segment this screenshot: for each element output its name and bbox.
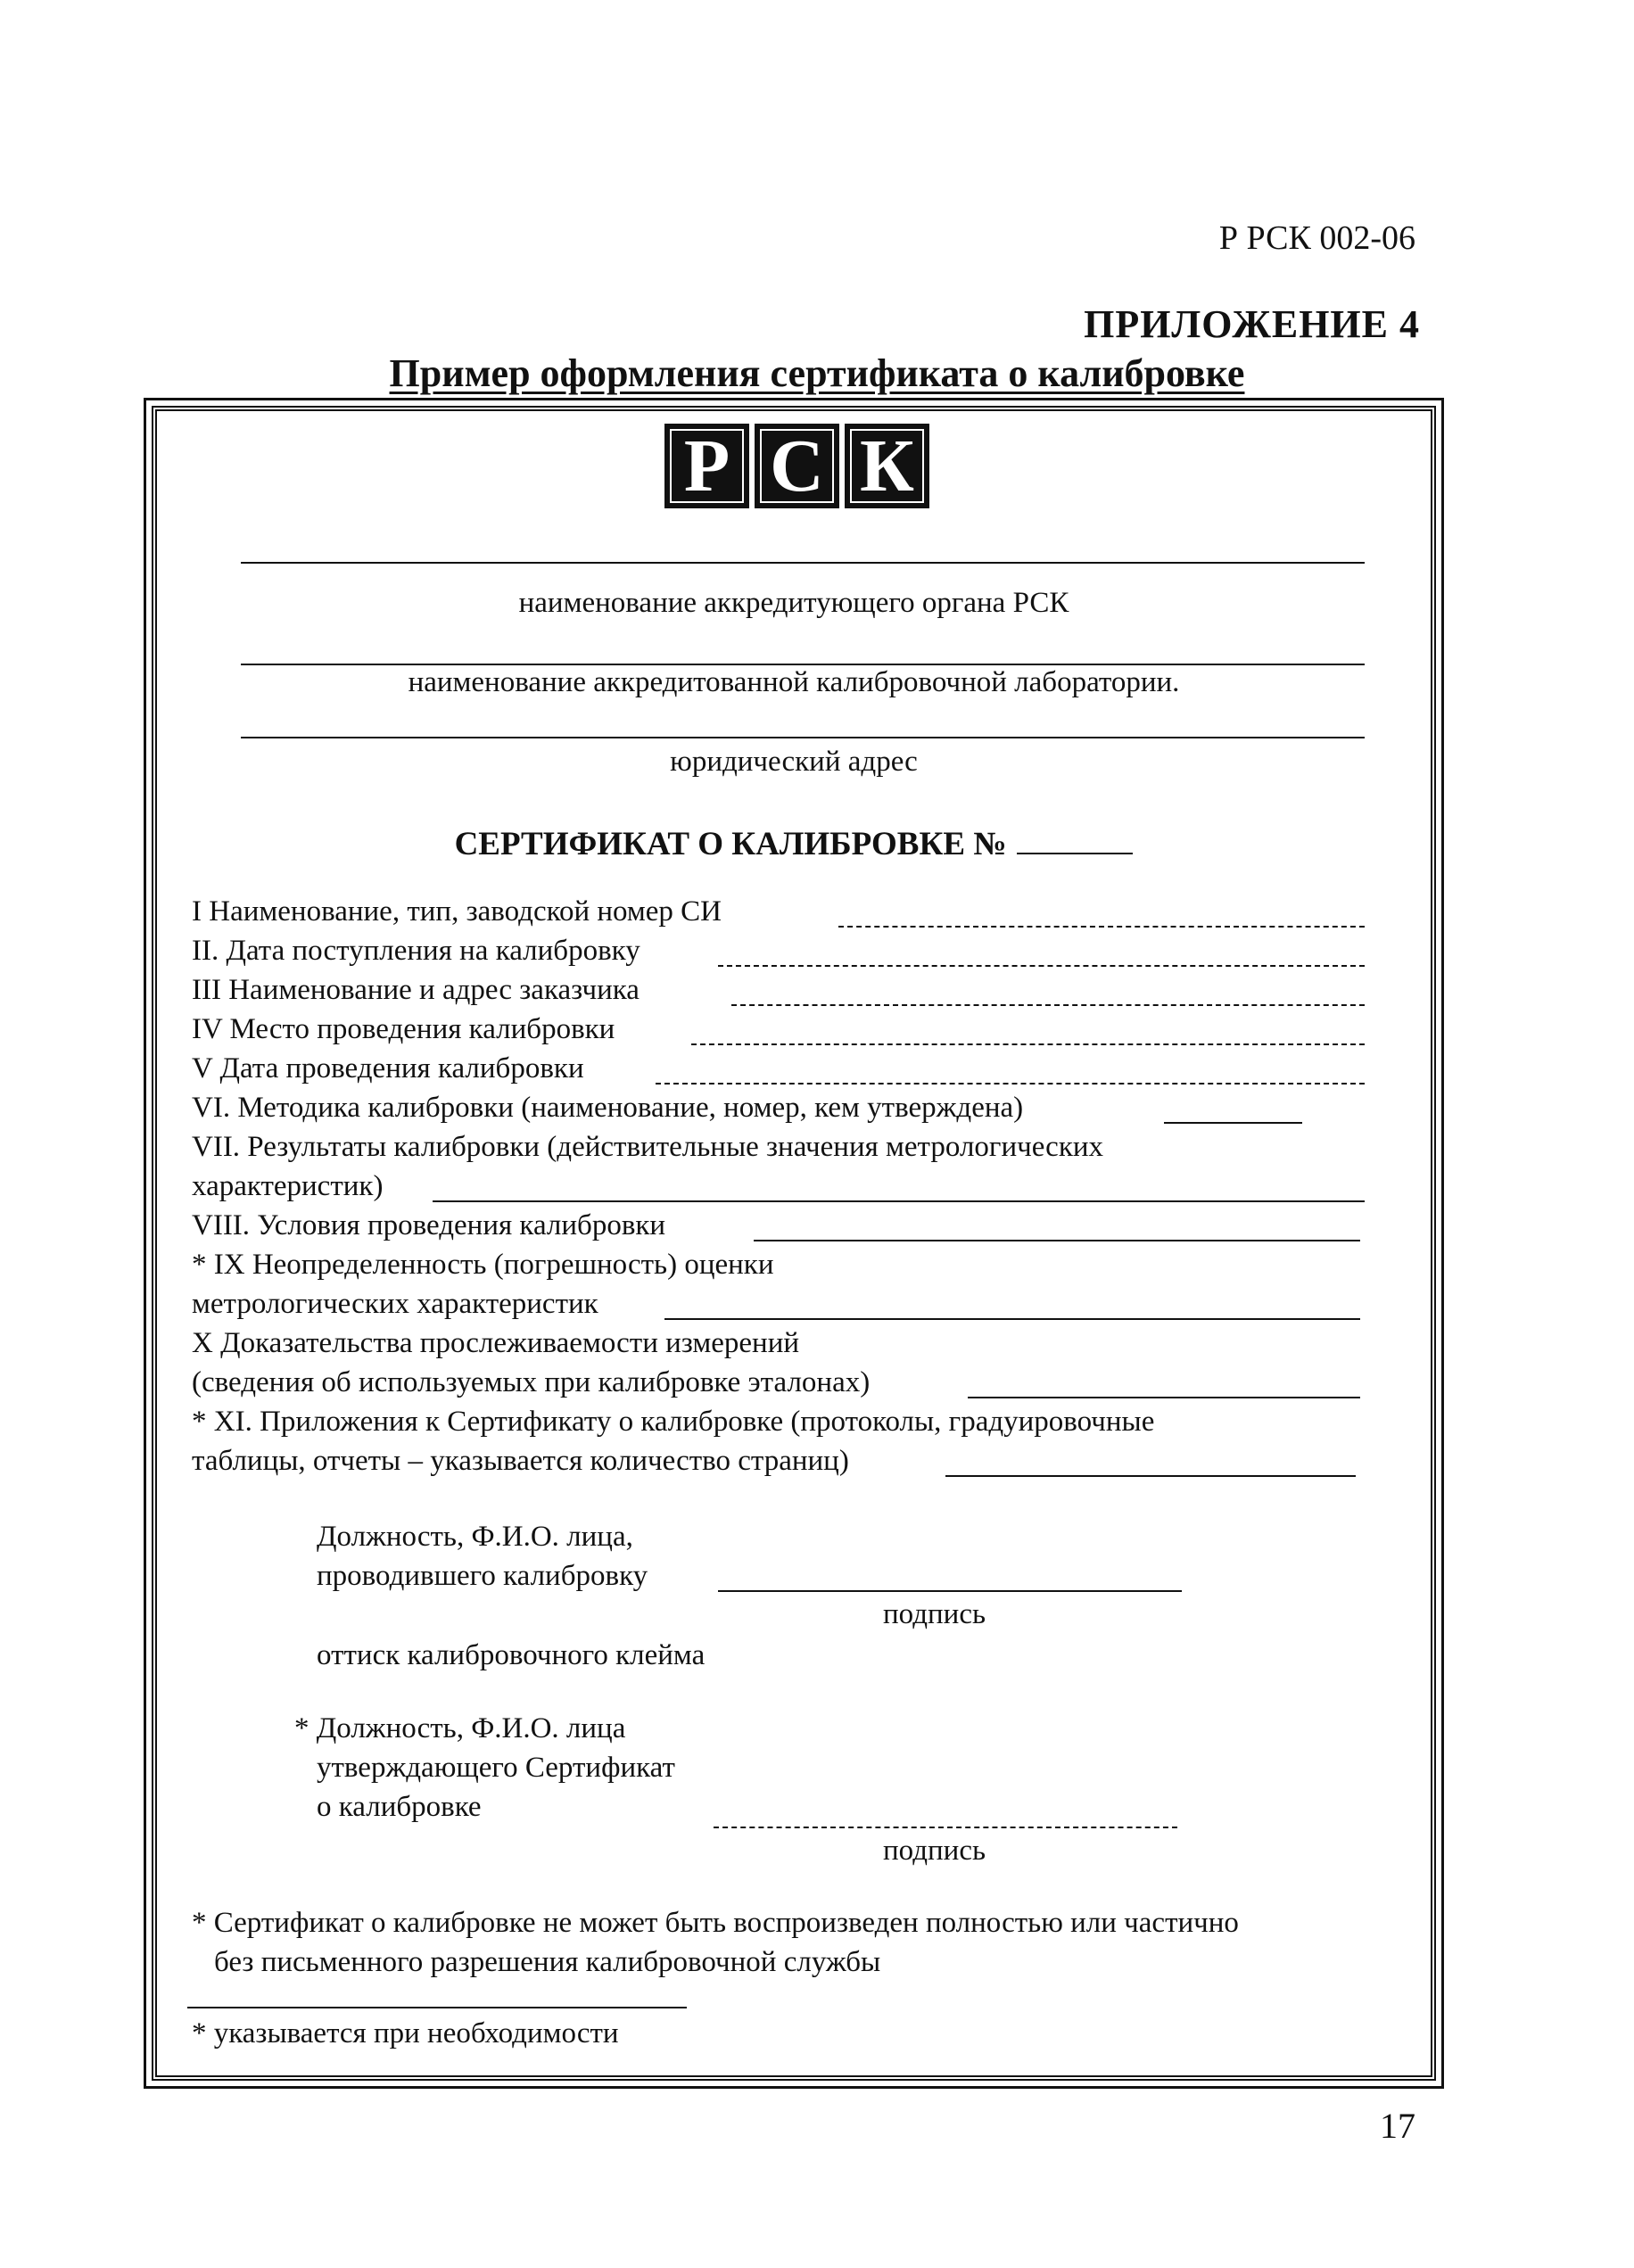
item-8-conditions: VIII. Условия проведения калибровки <box>192 1209 666 1241</box>
item-9-fill <box>664 1318 1360 1320</box>
certificate-frame <box>152 406 1436 2081</box>
address-label: юридический адрес <box>670 746 918 778</box>
item-8-fill <box>754 1240 1360 1241</box>
page-caption <box>0 351 1634 396</box>
item-10-fill <box>968 1397 1360 1398</box>
item-7-fill <box>433 1200 1365 1202</box>
item-1-fill <box>838 926 1365 928</box>
rsk-logo <box>664 424 939 508</box>
caption-text: Пример оформления сертификата о калибровке <box>389 351 1245 395</box>
certificate-title <box>152 825 1436 863</box>
logo-letter-k: К <box>845 424 929 508</box>
accrediting-body-line <box>241 562 1365 564</box>
item-11-attachments: * XI. Приложения к Сертификату о калибровке (протоколы, градуировочные <box>192 1406 1155 1438</box>
item-9-uncertainty-cont: метрологических характеристик <box>192 1288 598 1320</box>
address-line <box>241 737 1365 738</box>
appendix-title: ПРИЛОЖЕНИЕ 4 <box>1084 302 1420 346</box>
item-5-fill <box>656 1083 1365 1085</box>
performer-signature-line <box>718 1590 1182 1592</box>
footnote-separator <box>187 2007 687 2008</box>
lab-line <box>241 664 1365 665</box>
item-6-method: VI. Методика калибровки (наименование, номер, кем утверждена) <box>192 1092 1024 1124</box>
item-3-fill <box>731 1004 1365 1006</box>
item-3-customer: III Наименование и адрес заказчика <box>192 974 640 1006</box>
item-7-results: VII. Результаты калибровки (действительные значения метрологических <box>192 1131 1104 1163</box>
item-7-results-cont: характеристик) <box>192 1170 384 1202</box>
item-5-calibration-date: V Дата проведения калибровки <box>192 1052 584 1085</box>
item-2-receipt-date: II. Дата поступления на калибровку <box>192 935 640 967</box>
performer-title-line2: проводившего калибровку <box>317 1560 648 1592</box>
logo-letter-r: Р <box>664 424 749 508</box>
page-number: 17 <box>1380 2106 1415 2146</box>
document-code: Р РСК 002-06 <box>1218 219 1415 257</box>
item-9-uncertainty: * IX Неопределенность (погрешность) оценки <box>192 1249 774 1281</box>
approver-title-line2: утверждающего Сертификат <box>317 1752 675 1784</box>
item-2-fill <box>718 965 1365 967</box>
item-10-traceability-cont: (сведения об используемых при калибровке эталонах) <box>192 1366 871 1398</box>
item-11-attachments-cont: таблицы, отчеты – указывается количество страниц) <box>192 1445 849 1477</box>
lab-label: наименование аккредитованной калибровочной лаборатории. <box>408 666 1180 698</box>
signature-label-1: подпись <box>883 1598 986 1630</box>
approver-title-line3: о калибровке <box>317 1791 482 1823</box>
performer-title-line1: Должность, Ф.И.О. лица, <box>317 1521 633 1553</box>
signature-label-2: подпись <box>883 1835 986 1867</box>
item-1-instrument: I Наименование, тип, заводской номер СИ <box>192 895 722 928</box>
approver-title-line1: * Должность, Ф.И.О. лица <box>294 1712 626 1744</box>
certificate-number-blank <box>1017 853 1133 854</box>
item-4-fill <box>691 1043 1365 1045</box>
certificate-title-text: СЕРТИФИКАТ О КАЛИБРОВКЕ № <box>454 826 1007 862</box>
item-6-fill <box>1164 1122 1302 1124</box>
logo-letter-s: С <box>755 424 839 508</box>
approver-signature-line <box>714 1827 1177 1828</box>
reproduction-note-line2: без письменного разрешения калибровочной службы <box>214 1946 881 1978</box>
item-4-place: IV Место проведения калибровки <box>192 1013 615 1045</box>
reproduction-note-line1: * Сертификат о калибровке не может быть воспроизведен полностью или частично <box>192 1907 1239 1939</box>
stamp-label: оттиск калибровочного клейма <box>317 1639 706 1671</box>
if-needed-note: * указывается при необходимости <box>192 2017 619 2049</box>
accrediting-body-label: наименование аккредитующего органа РСК <box>518 587 1069 619</box>
item-10-traceability: X Доказательства прослеживаемости измерений <box>192 1327 800 1359</box>
item-11-fill <box>945 1475 1356 1477</box>
